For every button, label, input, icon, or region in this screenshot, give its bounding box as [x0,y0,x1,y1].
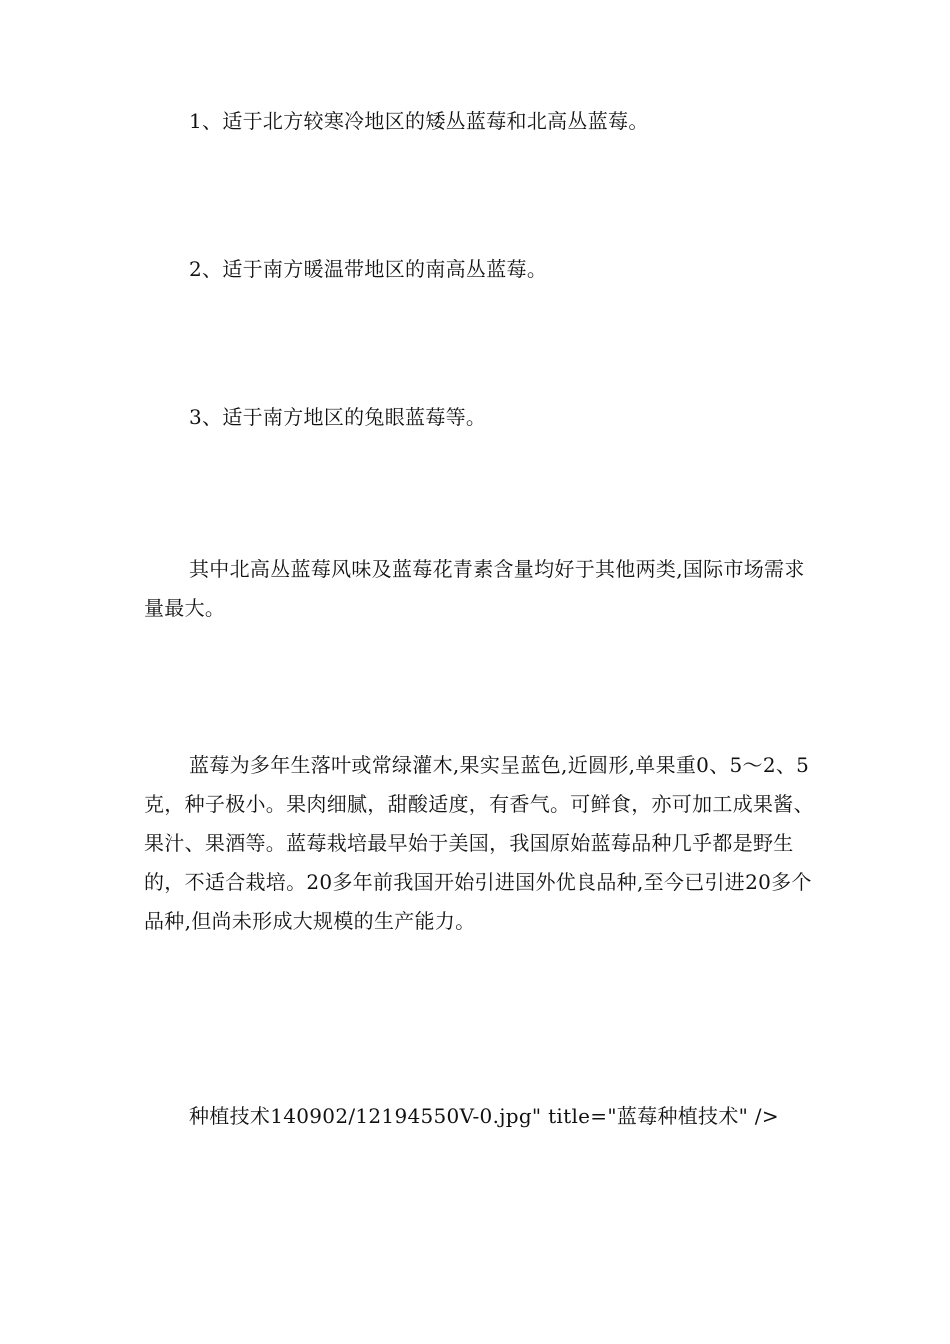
paragraph-northern-varieties: 1、适于北方较寒冷地区的矮丛蓝莓和北高丛蓝莓。 [189,109,649,133]
paragraph-market-demand: 其中北高丛蓝莓风味及蓝莓花青素含量均好于其他两类,国际市场需求量最大。 [144,557,805,620]
paragraph-rabbiteye: 3、适于南方地区的兔眼蓝莓等。 [189,405,487,429]
paragraph-image-residue: 种植技术140902/12194550V-0.jpg" title="蓝莓种植技术" /> [189,1104,779,1128]
paragraph-southern-highbush: 2、适于南方暖温带地区的南高丛蓝莓。 [189,257,548,281]
paragraph-blueberry-description: 蓝莓为多年生落叶或常绿灌木,果实呈蓝色,近圆形,单果重0、5～2、5克，种子极小。果肉细腻，甜酸适度，有香气。可鲜食，亦可加工成果酱、果汁、果酒等。蓝莓栽培最早始于美国，我国原始蓝莓品种几乎都是野生的，不适合栽培。20多年前我国开始引进国外优良品种,至今已引进20多个品种,但尚未形成大规模的生产能力。 [144,753,814,933]
